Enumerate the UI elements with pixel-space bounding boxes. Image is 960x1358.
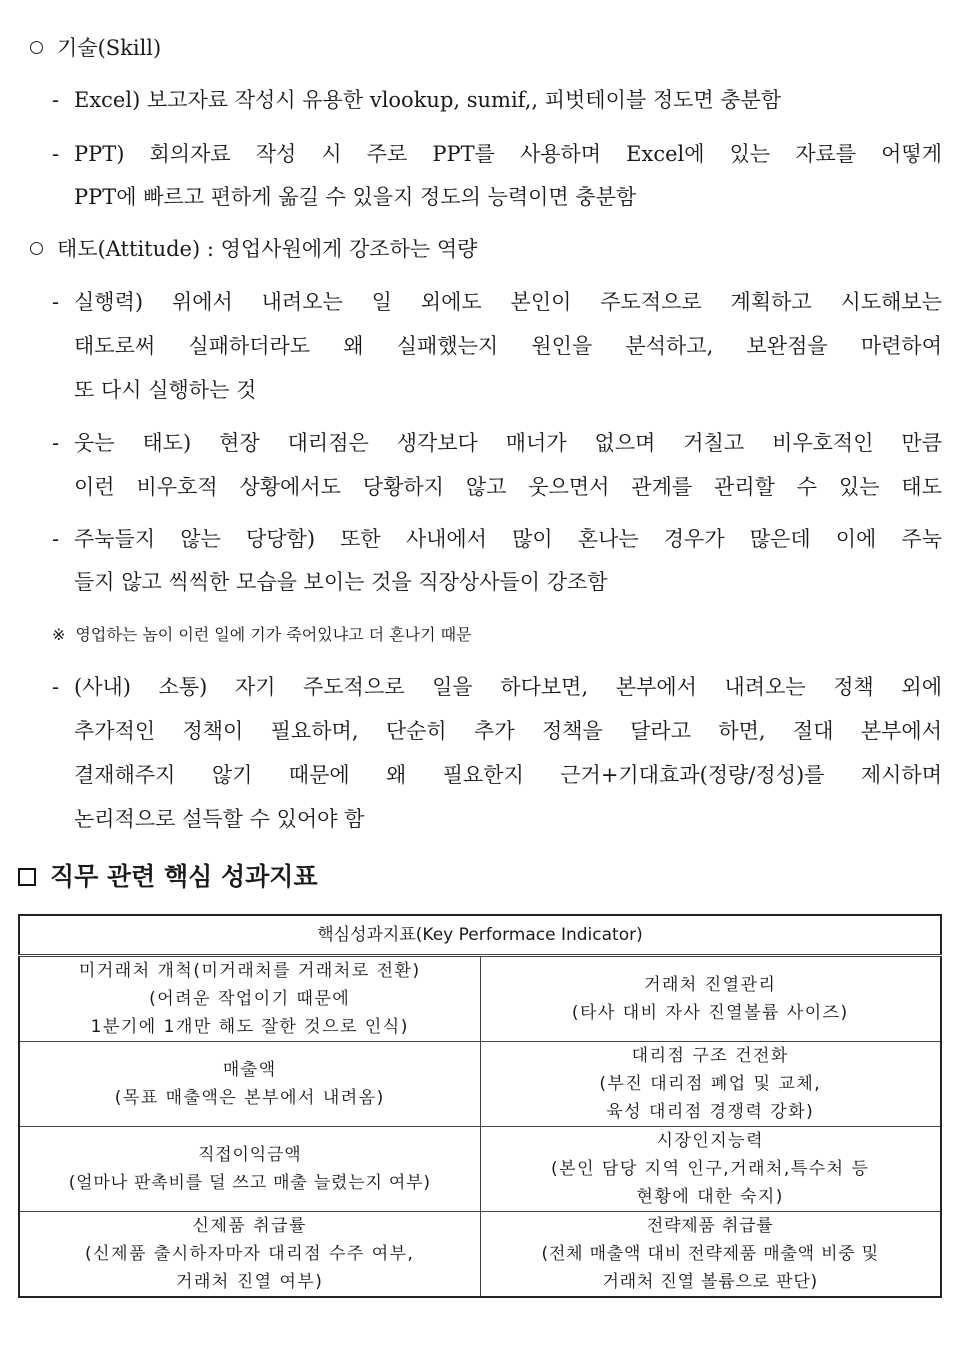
dash-bullet: - [52,431,60,455]
kpi-table [18,914,942,1298]
dash-bullet: - [52,290,60,314]
kpi-cell-new-product-rate: 신제품 취급률 (신제품 출시하자마자 대리점 수주 여부, 거래처 진열 여부) [19,1212,480,1298]
attitude-execution-line-2: 태도로써 실패하더라도 왜 실패했는지 원인을 분석하고, 보완점을 마련하여 [74,334,942,358]
kpi-cell-display-management: 거래처 진열관리 (타사 대비 자사 진열볼륨 사이즈) [480,956,941,1042]
communication-line-1: (사내) 소통) 자기 주도적으로 일을 하다보면, 본부에서 내려오는 정책 외에 [74,675,942,699]
attitude-execution-line-1: 실행력) 위에서 내려오는 일 외에도 본인이 주도적으로 계획하고 시도해보는 [74,290,942,314]
circle-bullet-icon [30,242,43,255]
skill-ppt-line-1: PPT) 회의자료 작성 시 주로 PPT를 사용하며 Excel에 있는 자료를 어떻게 [74,142,942,166]
attitude-confidence-line-1: 주눅들지 않는 당당함) 또한 사내에서 많이 혼나는 경우가 많은데 이에 주눅 [74,527,942,551]
attitude-smile-line-1: 웃는 태도) 현장 대리점은 생각보다 매너가 없으며 거칠고 비우호적인 만큼 [74,431,942,455]
square-bullet-icon [18,868,36,886]
dash-bullet: - [52,88,60,112]
kpi-table-header: 핵심성과지표(Key Performace Indicator) [19,915,941,956]
kpi-cell-sales: 매출액 (목표 매출액은 본부에서 내려옴) [19,1042,480,1127]
table-row [19,956,941,1042]
skill-heading: 기술(Skill) [30,34,161,62]
skill-excel-line-1: Excel) 보고자료 작성시 유용한 vlookup, sumif,, 피벗테이블 정도면 충분함 [74,88,782,112]
communication-line-3: 결재해주지 않기 때문에 왜 필요한지 근거+기대효과(정량/정성)를 제시하며 [74,763,942,787]
communication-line-2: 추가적인 정책이 필요하며, 단순히 추가 정책을 달라고 하면, 절대 본부에서 [74,719,942,743]
kpi-cell-direct-profit: 직접이익금액 (얼마나 판촉비를 덜 쓰고 매출 늘렸는지 여부) [19,1127,480,1212]
attitude-confidence-line-2: 들지 않고 씩씩한 모습을 보이는 것을 직장상사들이 강조함 [74,570,608,594]
dash-bullet: - [52,527,60,551]
attitude-heading: 태도(Attitude) : 영업사원에게 강조하는 역량 [30,235,477,263]
kpi-cell-strategic-product-rate: 전략제품 취급률 (전체 매출액 대비 전략제품 매출액 비중 및 거래처 진열 볼륨으로 판단) [480,1212,941,1298]
table-row [19,1127,941,1212]
attitude-execution-line-3: 또 다시 실행하는 것 [74,378,257,402]
dash-bullet: - [52,675,60,699]
skill-ppt-line-2: PPT에 빠르고 편하게 옮길 수 있을지 정도의 능력이면 충분함 [74,185,637,209]
kpi-cell-dealer-structure: 대리점 구조 건전화 (부진 대리점 폐업 및 교체, 육성 대리점 경쟁력 강화) [480,1042,941,1127]
attitude-smile-line-2: 이런 비우호적 상황에서도 당황하지 않고 웃으면서 관계를 관리할 수 있는 태도 [74,475,942,499]
kpi-cell-market-awareness: 시장인지능력 (본인 담당 지역 인구,거래처,특수처 등 현황에 대한 숙지) [480,1127,941,1212]
table-row [19,1042,941,1127]
dash-bullet: - [52,142,60,166]
circle-bullet-icon [30,41,43,54]
reference-mark-icon: ※ [52,625,66,644]
table-row [19,1212,941,1298]
table-header-row [19,915,941,956]
communication-line-4: 논리적으로 설득할 수 있어야 함 [74,807,365,831]
note-line: ※ 영업하는 놈이 이런 일에 기가 죽어있냐고 더 혼나기 때문 [52,625,472,644]
kpi-cell-new-accounts: 미거래처 개척(미거래처를 거래처로 전환) (어려운 작업이기 때문에 1분기에 1개만 해도 잘한 것으로 인식) [19,956,480,1042]
kpi-section-title: 직무 관련 핵심 성과지표 [18,860,318,894]
